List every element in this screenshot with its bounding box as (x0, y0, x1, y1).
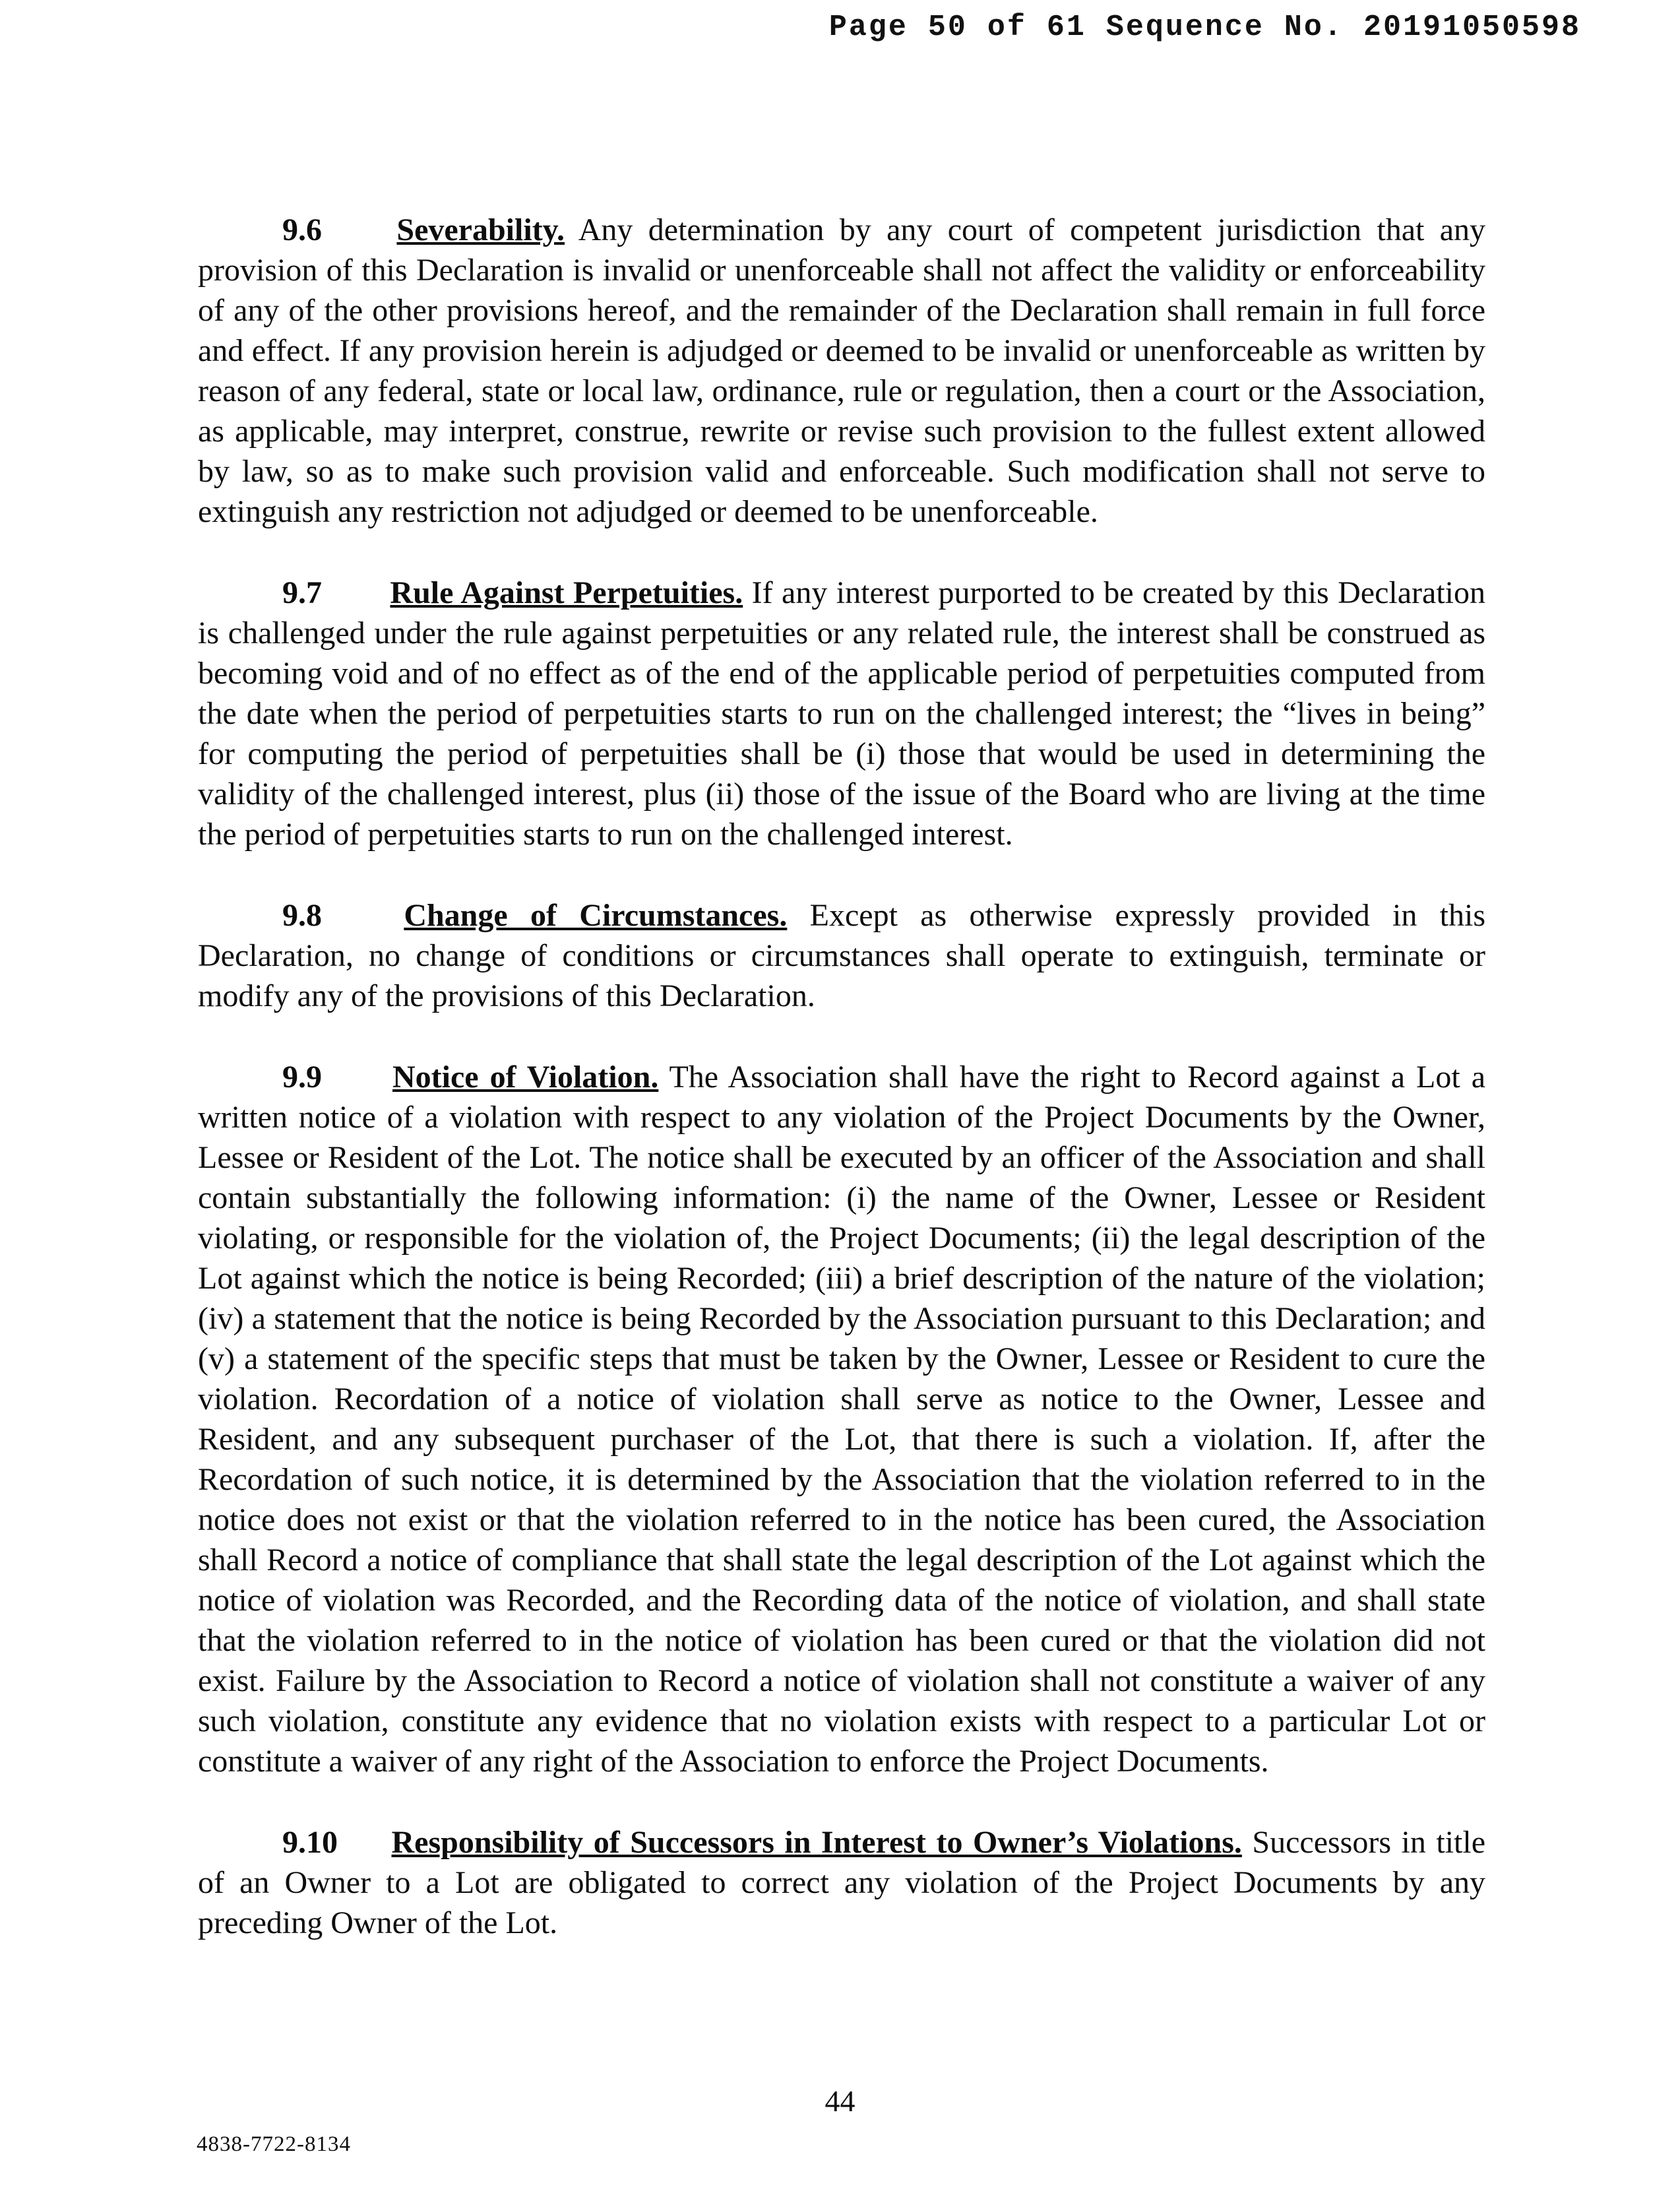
section-9-7-paragraph (198, 573, 1485, 854)
section-number: 9.6 (282, 212, 322, 247)
section-number: 9.10 (282, 1825, 338, 1860)
section-9-9-paragraph (198, 1057, 1485, 1781)
section-body-text: Except as otherwise expressly provided in this Declaration, no change of conditions or circumstances shall operate to extinguish, terminate or modify any of the provisions of this Declaration. (198, 898, 1485, 1013)
section-heading: Severability. (396, 212, 565, 247)
section-number: 9.8 (282, 898, 322, 933)
section-body-text: Successors in title of an Owner to a Lot are obligated to correct any violation of the Project Documents by any preceding Owner of the Lot. (198, 1825, 1486, 1940)
scan-header-page-info: Page 50 of 61 Sequence No. 20191050598 (828, 11, 1581, 44)
section-heading: Change of Circumstances. (404, 898, 788, 933)
section-9-10-paragraph (198, 1822, 1485, 1943)
section-number: 9.9 (282, 1060, 322, 1095)
section-body-text: The Association shall have the right to Record against a Lot a written notice of a violation with respect to any violation of the Project Documents by the Owner, Lessee or Resident of the Lot. The notice shall be executed by an officer of the Association and shall contain substantially the following information: (i) the name of the Owner, Lessee or Resident violating, or responsible for the violation of, the Project Documents; (ii) the legal description of the Lot against which the notice is being Recorded; (iii) a brief description of the nature of the violation; (iv) a statement that the notice is being Recorded by the Association pursuant to this Declaration; and (v) a statement of the specific steps that must be taken by the Owner, Lessee or Resident to cure the violation. Recordation of a notice of violation shall serve as notice to the Owner, Lessee and Resident, and any subsequent purchaser of the Lot, that there is such a violation. If, after the Recordation of such notice, it is determined by the Association that the violation referred to in the notice does not exist or that the violation referred to in the notice has been cured, the Association shall Record a notice of compliance that shall state the legal description of the Lot against which the notice of violation was Recorded, and the Recording data of the notice of violation, and shall state that the violation referred to in the notice of violation has been cured or that the violation did not exist. Failure by the Association to Record a notice of violation shall not constitute a waiver of any such violation, constitute any evidence that no violation exists with respect to a particular Lot or constitute a waiver of any right of the Association to enforce the Project Documents. (198, 1060, 1485, 1779)
page-number: 44 (824, 2084, 856, 2118)
section-heading: Rule Against Perpetuities. (390, 575, 743, 610)
section-9-6-paragraph (198, 210, 1485, 532)
document-body (198, 210, 1485, 1984)
section-heading: Notice of Violation. (392, 1060, 659, 1095)
section-body-text: If any interest purported to be created by this Declaration is challenged under the rule against perpetuities or any related rule, the interest shall be construed as becoming void and of no effect as of the end of the applicable period of perpetuities computed from the date when the period of perpetuities starts to run on the challenged interest; the “lives in being” for computing the period of perpetuities shall be (i) those that would be used in determining the validity of the challenged interest, plus (ii) those of the issue of the Board who are living at the time the period of perpetuities starts to run on the challenged interest. (198, 575, 1486, 852)
section-heading: Responsibility of Successors in Interest to Owner’s Violations. (391, 1825, 1242, 1860)
section-9-8-paragraph (198, 895, 1485, 1016)
section-body-text: Any determination by any court of competent jurisdiction that any provision of this Declaration is invalid or unenforceable shall not affect the validity or enforceability of any of the other provisions hereof, and the remainder of the Declaration shall remain in full force and effect. If any provision herein is adjudged or deemed to be invalid or unenforceable as written by reason of any federal, state or local law, ordinance, rule or regulation, then a court or the Association, as applicable, may interpret, construe, rewrite or revise such provision to the fullest extent allowed by law, so as to make such provision valid and enforceable. Such modification shall not serve to extinguish any restriction not adjudged or deemed to be unenforceable. (198, 212, 1486, 529)
section-number: 9.7 (282, 575, 322, 610)
document-control-number: 4838-7722-8134 (197, 2132, 351, 2156)
